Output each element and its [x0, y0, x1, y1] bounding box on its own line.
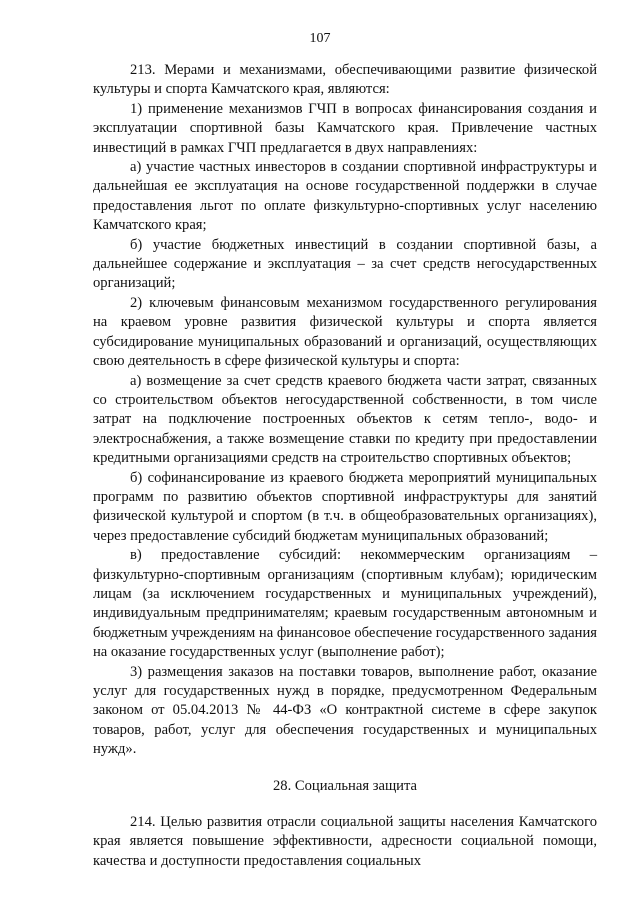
paragraph-214: 214. Целью развития отрасли социальной защиты населения Камчатского края является повышение эффективности, адресности социальной помощи, качества и доступности предоставления социальных	[93, 814, 597, 869]
list-item-2c: в) предоставление субсидий: некоммерческим организациям – физкультурно-спортивным организациям (спортивным клубам); юридическим лицам (за исключением государственных и муниципальных учреждений), индивидуальным предпринимателям; краевым государственным автономным и бюджетным учреждениям на финансовое обеспечение государственного задания на оказание государственных услуг (выполнение работ);	[93, 547, 597, 661]
list-item-1a: а) участие частных инвесторов в создании спортивной инфраструктуры и дальнейшая ее эксплуатация на основе государственной поддержки в случае предоставления льгот по оплате физкультурно-спортивных услуг населению Камчатского края;	[93, 159, 597, 234]
section-heading: 28. Социальная защита	[272, 777, 418, 794]
paragraph-213: 213. Мерами и механизмами, обеспечивающими развитие физической культуры и спорта Камчатского края, являются:	[93, 62, 597, 98]
list-item-1b: б) участие бюджетных инвестиций в создании спортивной базы, а дальнейшее содержание и эксплуатация – за счет средств негосударственных организаций;	[93, 236, 597, 292]
page-number: 107	[309, 31, 331, 46]
list-item-2b: б) софинансирование из краевого бюджета мероприятий муниципальных программ по развитию объектов спортивной инфраструктуры для занятий физической культурой и спортом (в т.ч. в общеобразовательных организациях), через предоставление субсидий бюджетам муниципальных образований;	[93, 469, 597, 544]
list-item-2a: а) возмещение за счет средств краевого бюджета части затрат, связанных со строительством объектов негосударственной собственности, в том числе затрат на подключение построенных объектов к сетям тепло-, водо- и электроснабжения, а также возмещение ставки по кредиту при предоставлении кредитными организациями средств на строительство спортивных объектов;	[93, 372, 597, 467]
list-item-1: 1) применение механизмов ГЧП в вопросах финансирования создания и эксплуатации спортивной базы Камчатского края. Привлечение частных инвестиций в рамках ГЧП предлагается в двух направлениях:	[93, 100, 597, 156]
list-item-3: 3) размещения заказов на поставки товаров, выполнение работ, оказание услуг для государственных нужд в порядке, предусмотренном Федеральным законом от 05.04.2013 № 44-ФЗ «О контрактной системе в сфере закупок товаров, работ, услуг для обеспечения государственных и муниципальных нужд».	[93, 663, 597, 758]
list-item-2: 2) ключевым финансовым механизмом государственного регулирования на краевом уровне развития физической культуры и спорта является субсидирование муниципальных образований и организаций, осуществляющих свою деятельность в сфере физической культуры и спорта:	[93, 294, 597, 370]
document-body	[93, 61, 597, 871]
